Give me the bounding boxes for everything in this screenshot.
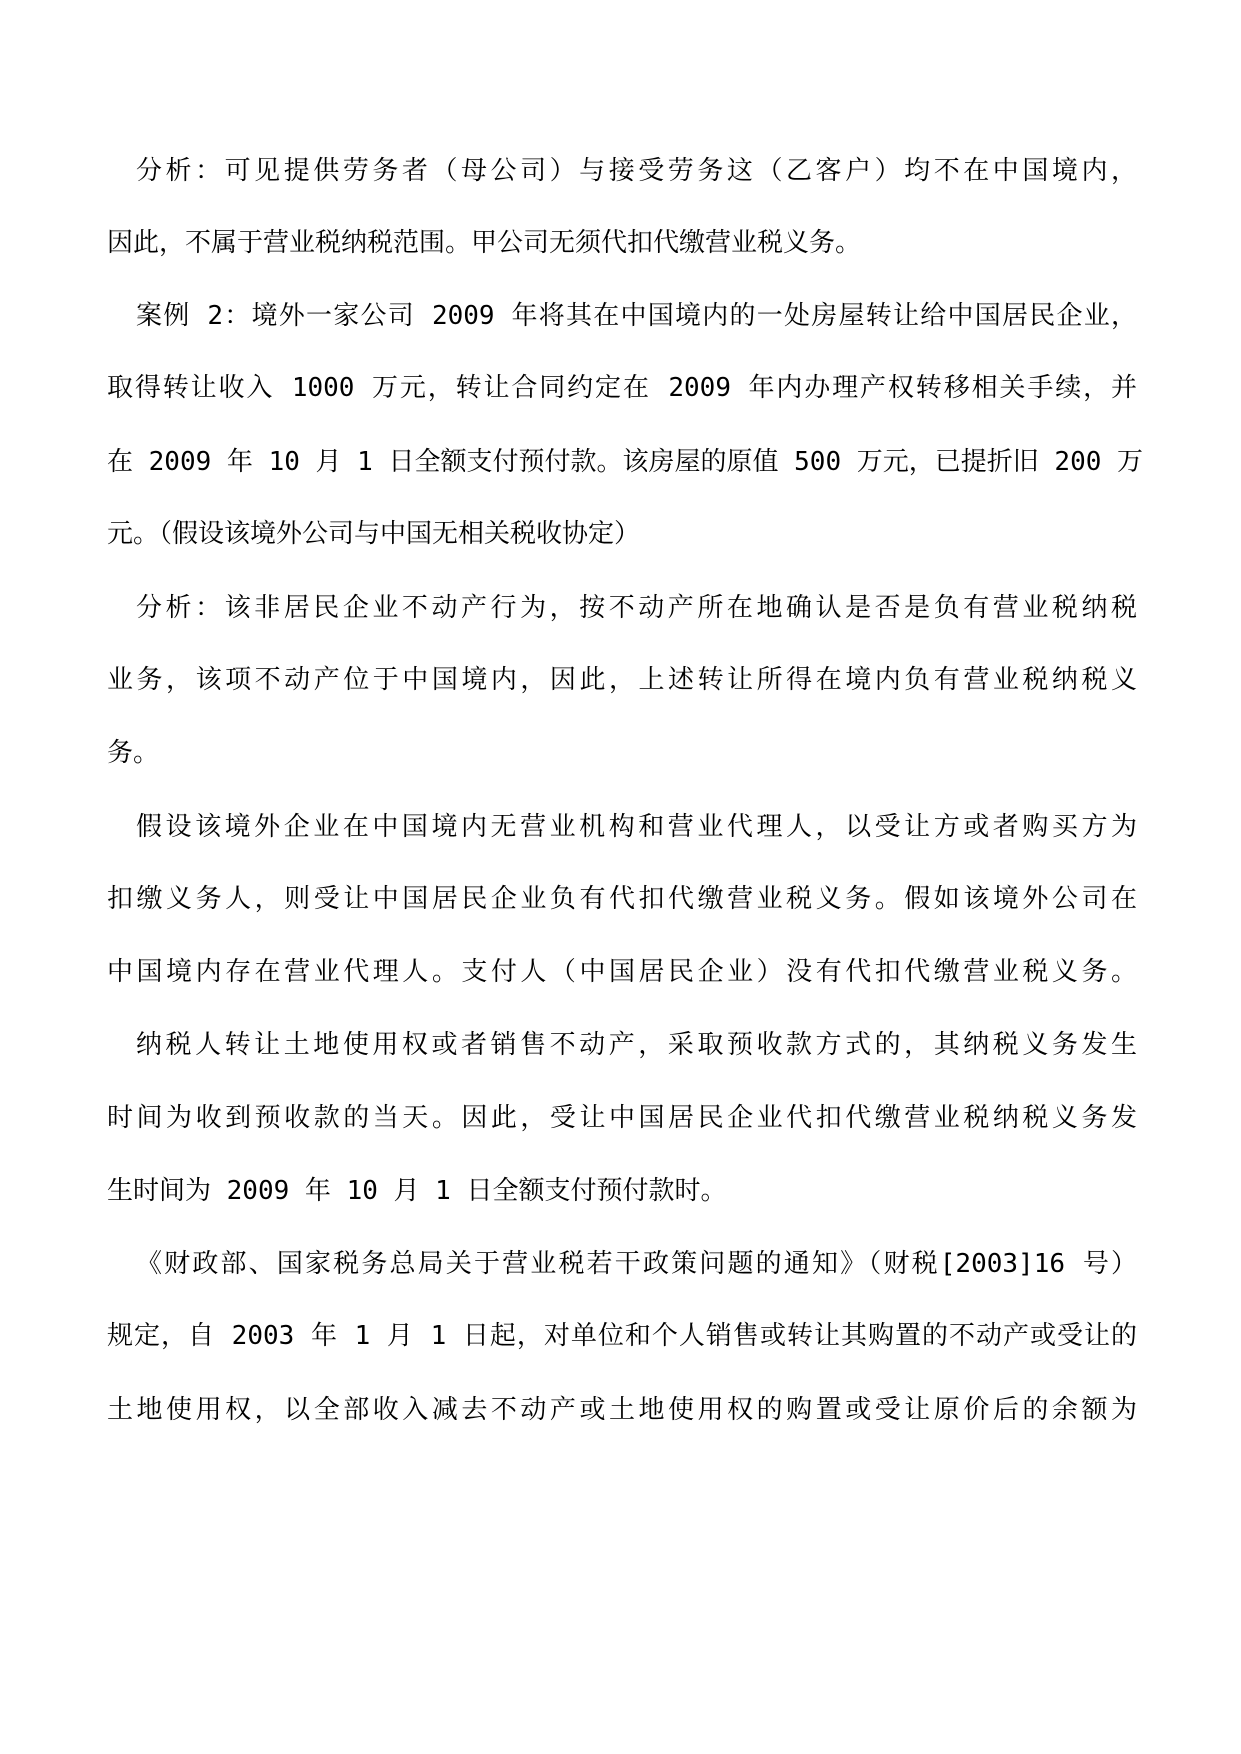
paragraph-1-line-1: 分析：可见提供劳务者（母公司）与接受劳务这（乙客户）均不在中国境内， — [136, 156, 1137, 186]
paragraph-2-line-3: 在 2009 年 10 月 1 日全额支付预付款。该房屋的原值 500 万元，已提折旧 200 万 — [107, 447, 1144, 477]
paragraph-6-line-3: 土地使用权，以全部收入减去不动产或土地使用权的购置或受让原价后的余额为 — [107, 1395, 1137, 1425]
paragraph-3-line-3: 务。 — [107, 738, 160, 768]
paragraph-3-line-2: 业务，该项不动产位于中国境内，因此，上述转让所得在境内负有营业税纳税义 — [107, 665, 1137, 695]
paragraph-5-line-2: 时间为收到预收款的当天。因此，受让中国居民企业代扣代缴营业税纳税义务发 — [107, 1103, 1137, 1133]
paragraph-2-line-2: 取得转让收入 1000 万元，转让合同约定在 2009 年内办理产权转移相关手续，并 — [107, 373, 1137, 403]
paragraph-6-line-1: 《财政部、国家税务总局关于营业税若干政策问题的通知》（财税[2003]16 号） — [136, 1249, 1137, 1279]
paragraph-4-line-2: 扣缴义务人，则受让中国居民企业负有代扣代缴营业税义务。假如该境外公司在 — [107, 884, 1137, 914]
paragraph-3-line-1: 分析：该非居民企业不动产行为，按不动产所在地确认是否是负有营业税纳税 — [136, 593, 1137, 623]
paragraph-2-line-4: 元。（假设该境外公司与中国无相关税收协定） — [107, 519, 641, 549]
paragraph-5-line-1: 纳税人转让土地使用权或者销售不动产，采取预收款方式的，其纳税义务发生 — [136, 1030, 1137, 1060]
paragraph-4-line-1: 假设该境外企业在中国境内无营业机构和营业代理人，以受让方或者购买方为 — [136, 812, 1137, 842]
paragraph-2-line-1: 案例 2：境外一家公司 2009 年将其在中国境内的一处房屋转让给中国居民企业， — [136, 301, 1137, 331]
paragraph-5-line-3: 生时间为 2009 年 10 月 1 日全额支付预付款时。 — [107, 1176, 727, 1206]
paragraph-1-line-2: 因此，不属于营业税纳税范围。甲公司无须代扣代缴营业税义务。 — [107, 228, 862, 258]
paragraph-4-line-3: 中国境内存在营业代理人。支付人（中国居民企业）没有代扣代缴营业税义务。 — [107, 957, 1137, 987]
paragraph-6-line-2: 规定，自 2003 年 1 月 1 日起，对单位和个人销售或转让其购置的不动产或受让的 — [107, 1321, 1137, 1351]
